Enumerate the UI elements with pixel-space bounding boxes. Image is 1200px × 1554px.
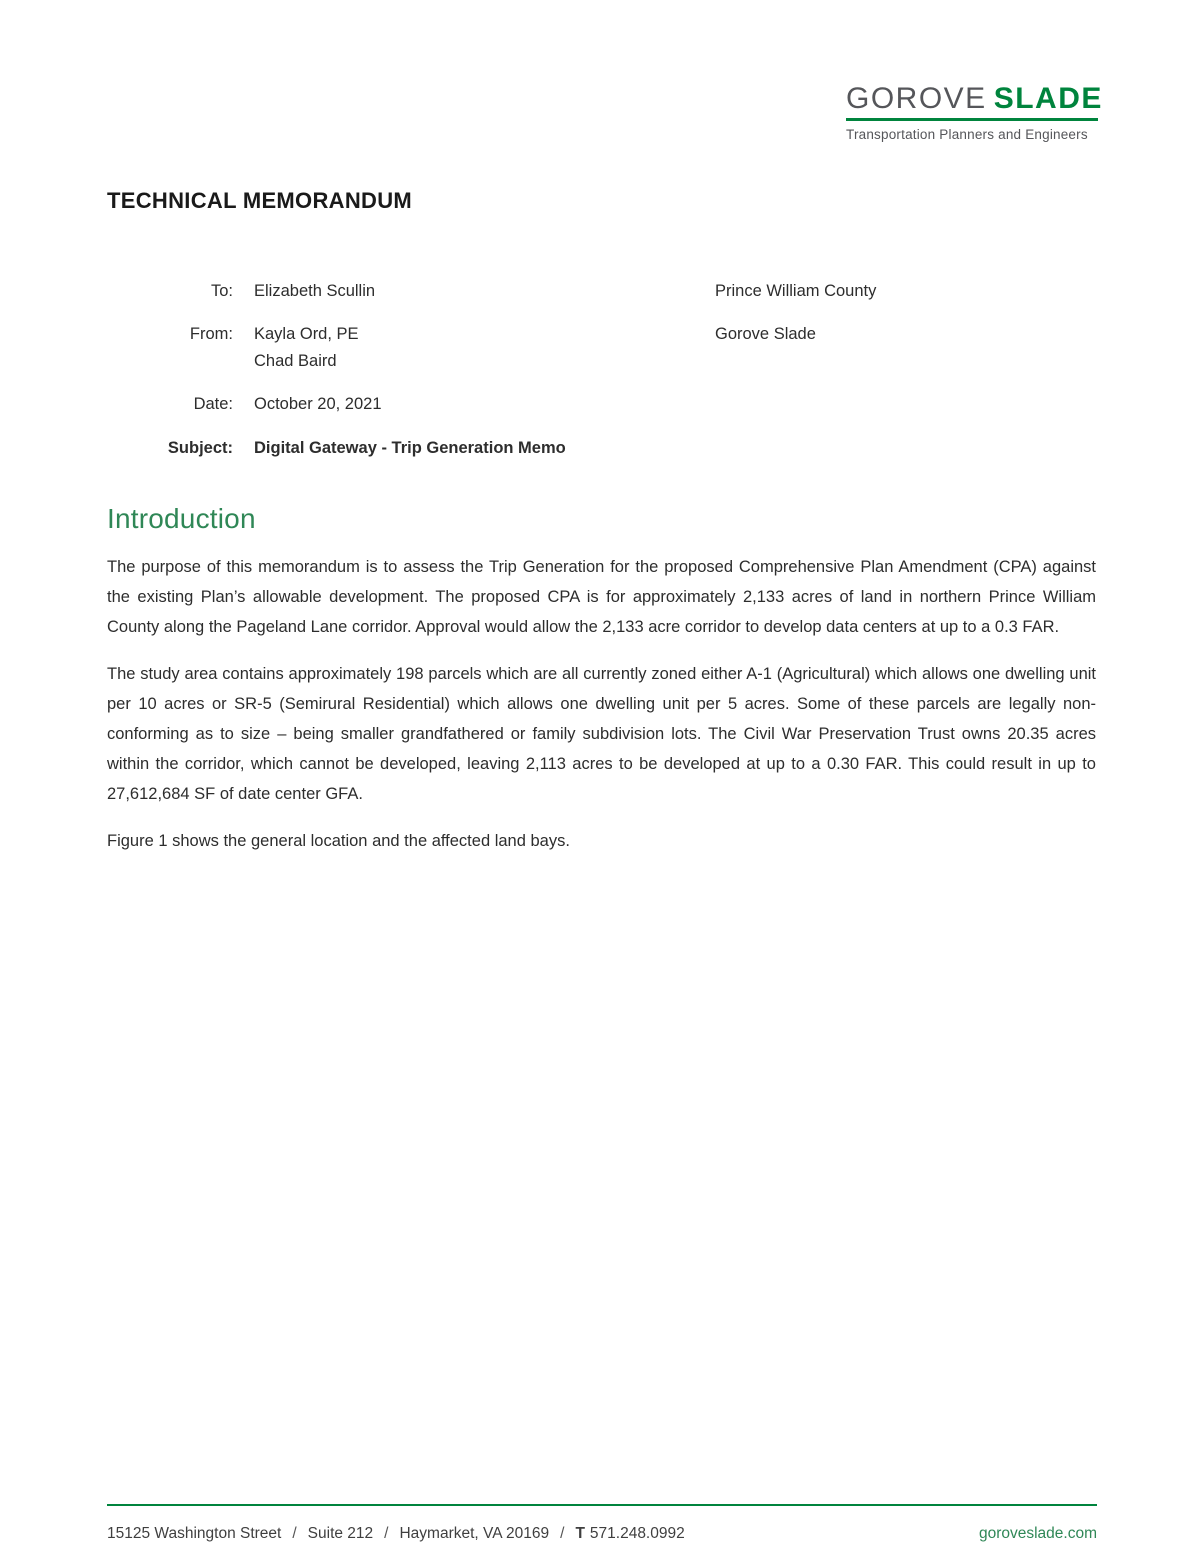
introduction-paragraph-3: Figure 1 shows the general location and the affected land bays. <box>107 832 570 851</box>
subject-value: Digital Gateway - Trip Generation Memo <box>254 438 566 457</box>
date-value: October 20, 2021 <box>254 395 382 414</box>
footer-suite: Suite 212 <box>307 1525 374 1542</box>
logo-gorove-text: GOROVE <box>846 82 987 115</box>
to-value: Elizabeth Scullin <box>254 282 376 300</box>
logo-slade-text: SLADE <box>993 82 1103 115</box>
introduction-paragraph-1: The purpose of this memorandum is to assess the Trip Generation for the proposed Comprehensive Plan Amendment (CPA) against the existing Plan’s allowable development. The proposed CPA is for approximately 2,133 acres of land in northern Prince William County along the Pageland Lane corridor. Approval would allow the 2,133 acre corridor to develop data centers at up to a 0.3 FAR. <box>107 557 1096 636</box>
from-organization: Gorove Slade <box>715 325 816 344</box>
date-label: Date: <box>193 395 233 414</box>
footer-contact-info <box>107 1525 685 1543</box>
introduction-paragraph-2: The study area contains approximately 198 parcels which are all currently zoned either A-1 (Agricultural) which allows one dwelling unit per 10 acres or SR-5 (Semirural Residential) which allows one dwelling unit per 5 acres. Some of these parcels are legally non-conforming as to size – being smaller grandfathered or family subdivision lots. The Civil War Preservation Trust owns 20.35 acres within the corridor, which cannot be developed, leaving 2,113 acres to be developed at up to a 0.30 FAR. This could result in up to 27,612,684 SF of date center GFA. <box>107 665 1096 804</box>
footer-contact-row <box>107 1525 1097 1543</box>
footer-phone: 571.248.0992 <box>589 1525 685 1542</box>
footer-phone-label: T <box>575 1525 585 1542</box>
logo-wordmark <box>846 82 1103 115</box>
footer-separator: / <box>384 1525 389 1542</box>
footer-address: 15125 Washington Street <box>107 1525 282 1542</box>
footer-separator: / <box>560 1525 565 1542</box>
logo-tagline: Transportation Planners and Engineers <box>846 127 1088 142</box>
footer-website-link[interactable]: goroveslade.com <box>978 1525 1097 1542</box>
from-value <box>254 321 694 374</box>
footer-city-state-zip: Haymarket, VA 20169 <box>399 1525 550 1542</box>
from-name-1: Kayla Ord, PE <box>254 325 359 344</box>
page-title: TECHNICAL MEMORANDUM <box>107 188 413 213</box>
to-label: To: <box>210 282 233 300</box>
memo-header-fields <box>107 278 1096 461</box>
introduction-heading: Introduction <box>107 502 256 534</box>
from-label: From: <box>189 325 233 344</box>
footer-divider <box>107 1504 1097 1506</box>
company-logo <box>846 82 1103 142</box>
page-footer <box>107 1504 1097 1543</box>
footer-separator: / <box>292 1525 297 1542</box>
to-organization: Prince William County <box>715 282 877 300</box>
logo-underline <box>846 118 1098 121</box>
subject-label: Subject: <box>167 438 233 457</box>
from-name-2: Chad Baird <box>254 351 337 370</box>
